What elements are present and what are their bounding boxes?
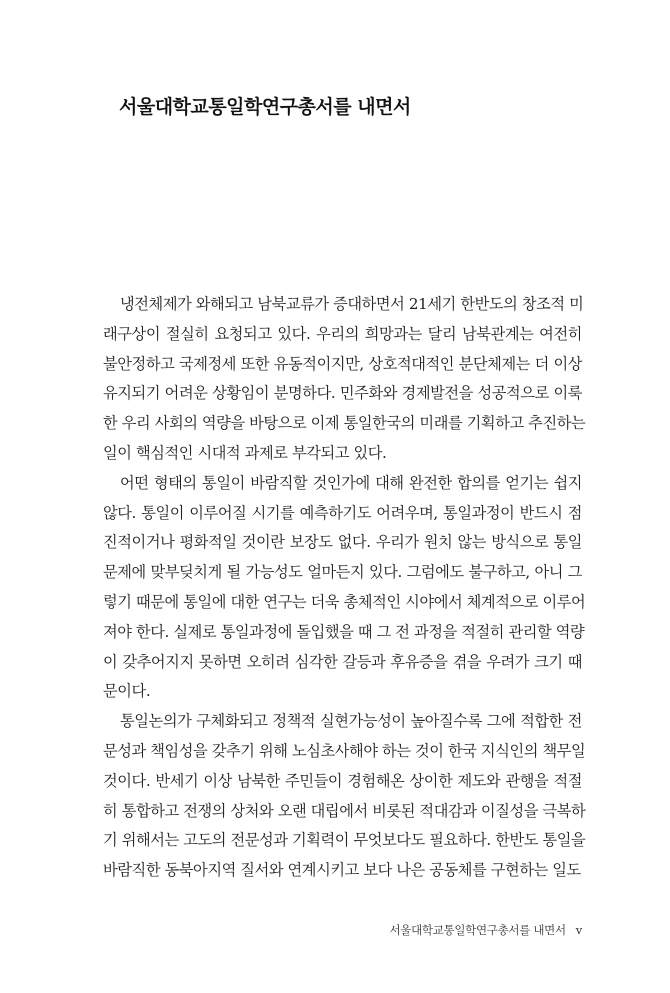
paragraph-line: 통일논의가 구체화되고 정책적 실현가능성이 높아질수록 그에 적합한 전 <box>120 712 582 731</box>
page-footer <box>389 922 582 938</box>
paragraph-line: 래구상이 절실히 요청되고 있다. 우리의 희망과는 달리 남북관계는 여전히 <box>103 324 582 343</box>
paragraph-line: 히 통합하고 전쟁의 상처와 오랜 대립에서 비롯된 적대감과 이질성을 극복하 <box>103 801 586 820</box>
paragraph-line: 냉전체제가 와해되고 남북교류가 증대하면서 21세기 한반도의 창조적 미 <box>120 295 584 313</box>
paragraph-line: 않다. 통일이 이루어질 시기를 예측하기도 어려우며, 통일과정이 반드시 점 <box>103 503 582 522</box>
paragraph-line: 것이다. 반세기 이상 남북한 주민들이 경험해온 상이한 제도와 관행을 적절 <box>103 771 582 790</box>
paragraph-line: 유지되기 어려운 상황임이 분명하다. 민주화와 경제발전을 성공적으로 이룩 <box>103 384 582 403</box>
paragraph-line: 바람직한 동북아지역 질서와 연계시키고 보다 나은 공동체를 구현하는 일도 <box>103 861 581 880</box>
paragraph-line: 일이 핵심적인 시대적 과제로 부각되고 있다. <box>103 443 387 462</box>
running-title: 서울대학교통일학연구총서를 내면서 <box>389 923 566 937</box>
paragraph-line: 한 우리 사회의 역량을 바탕으로 이제 통일한국의 미래를 기획하고 추진하는 <box>103 414 586 433</box>
paragraph-line: 져야 한다. 실제로 통일과정에 돌입했을 때 그 전 과정을 적절히 관리할 역량 <box>103 622 585 641</box>
body-text <box>103 290 586 886</box>
paragraph-line: 진적이거나 평화적일 것이란 보장도 없다. 우리가 원치 않는 방식으로 통일 <box>103 533 582 552</box>
paragraph-line: 불안정하고 국제정세 또한 유동적이지만, 상호적대적인 분단체제는 더 이상 <box>103 354 582 373</box>
paragraph-line: 렇기 때문에 통일에 대한 연구는 더욱 총체적인 시야에서 체계적으로 이루어 <box>103 592 586 611</box>
paragraph-line: 어떤 형태의 통일이 바람직할 것인가에 대해 완전한 합의를 얻기는 쉽지 <box>120 473 582 492</box>
paragraph-line: 문제에 맞부딪치게 될 가능성도 얼마든지 있다. 그럼에도 불구하고, 아니 그 <box>103 563 582 582</box>
page-number: v <box>575 923 582 937</box>
paragraph-line: 문이다. <box>103 682 151 701</box>
paragraph-line: 기 위해서는 고도의 전문성과 기획력이 무엇보다도 필요하다. 한반도 통일을 <box>103 831 586 850</box>
page-heading: 서울대학교통일학연구총서를 내면서 <box>119 96 411 118</box>
paragraph-line: 문성과 책임성을 갖추기 위해 노심초사해야 하는 것이 한국 지식인의 책무일 <box>103 741 586 760</box>
paragraph-line: 이 갖추어지지 못하면 오히려 심각한 갈등과 후유증을 겪을 우려가 크기 때 <box>103 652 582 671</box>
